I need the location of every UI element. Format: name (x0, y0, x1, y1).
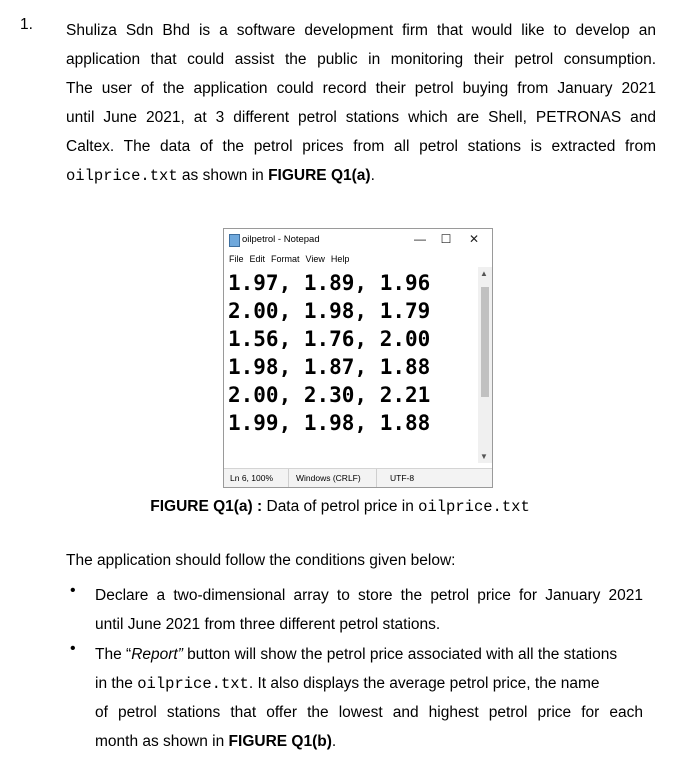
intro-line-3: The user of the application could record their petrol buying from January 2021 (66, 80, 656, 97)
text-line: 1.97, 1.89, 1.96 (228, 271, 431, 295)
notepad-title: oilpetrol - Notepad (242, 234, 320, 245)
intro-line-4: until June 2021, at 3 different petrol stations which are Shell, PETRONAS and (66, 109, 656, 126)
conditions-intro: The application should follow the conditions given below: (66, 552, 456, 569)
filename-code: oilprice.txt (66, 167, 178, 185)
question-number: 1. (20, 16, 33, 33)
intro-paragraph (66, 16, 656, 190)
status-line-ending: Windows (CRLF) (296, 473, 361, 483)
notepad-app-icon (229, 234, 240, 247)
notepad-titlebar (224, 229, 492, 251)
caption-label: FIGURE Q1(a) : (150, 498, 263, 515)
bullet-2-line-3: of petrol stations that offer the lowest and highest petrol price for each (95, 704, 643, 721)
notepad-statusbar (224, 468, 492, 487)
caption-text: Data of petrol price in (262, 498, 419, 515)
bullet-2-line-2-post: . It also displays the average petrol price, the name (248, 675, 600, 692)
notepad-menubar (229, 254, 355, 264)
text-line: 2.00, 2.30, 2.21 (228, 383, 431, 407)
text-line: 1.98, 1.87, 1.88 (228, 355, 431, 379)
bullet-2-line-4 (95, 727, 643, 756)
figure-reference: FIGURE Q1(a) (268, 167, 371, 184)
text-line: 1.56, 1.76, 2.00 (228, 327, 431, 351)
intro-line-5: Caltex. The data of the petrol prices from all petrol stations is extracted from (66, 138, 656, 155)
menu-format[interactable]: Format (271, 254, 300, 264)
caption-filename: oilprice.txt (418, 498, 530, 516)
figure-q1b-reference: FIGURE Q1(b) (228, 733, 332, 750)
menu-edit[interactable]: Edit (249, 254, 266, 264)
bullet-2-line-1-post: button will show the petrol price associated with all the stations (182, 646, 618, 663)
status-position: Ln 6, 100% (230, 473, 274, 483)
report-button-name: Report” (131, 646, 183, 663)
bullet-1-line-2: until June 2021 from three different petrol stations. (95, 616, 441, 633)
intro-line-6 (66, 161, 656, 190)
text-line: 2.00, 1.98, 1.79 (228, 299, 431, 323)
intro-line-6-end: . (370, 167, 375, 184)
bullet-icon: • (70, 640, 76, 657)
scroll-up-icon[interactable]: ▲ (480, 269, 488, 278)
bullet-2-line-1 (95, 640, 643, 669)
bullet-2-line-1-pre: The “ (95, 646, 132, 663)
status-encoding: UTF-8 (390, 473, 415, 483)
scroll-down-icon[interactable]: ▼ (480, 452, 488, 461)
vertical-scrollbar[interactable] (478, 267, 492, 463)
text-line: 1.99, 1.98, 1.88 (228, 411, 431, 435)
status-divider (376, 469, 377, 487)
bullet-2-line-2-pre: in the (95, 675, 138, 692)
notepad-window (223, 228, 493, 488)
status-divider (288, 469, 289, 487)
bullet-1-line-1: Declare a two-dimensional array to store the petrol price for January 2021 (95, 587, 643, 604)
bullet-2-filename: oilprice.txt (137, 675, 249, 693)
intro-line-6-text: as shown in (177, 167, 269, 184)
intro-line-1: Shuliza Sdn Bhd is a software development firm that would like to develop an (66, 22, 656, 39)
figure-caption (0, 498, 680, 516)
bullet-icon: • (70, 582, 76, 599)
scrollbar-thumb[interactable] (481, 287, 489, 397)
menu-help[interactable]: Help (330, 254, 350, 264)
bullet-2-line-4-end: . (331, 733, 337, 750)
minimize-icon[interactable]: — (414, 232, 426, 246)
bullet-2-line-2 (95, 669, 643, 698)
bullet-2-line-4-pre: month as shown in (95, 733, 229, 750)
maximize-icon[interactable]: ☐ (440, 232, 452, 246)
notepad-text-area[interactable] (228, 269, 476, 459)
close-icon[interactable]: ✕ (468, 232, 480, 246)
bullet-2 (95, 640, 643, 756)
bullet-1 (95, 581, 643, 639)
intro-line-2: application that could assist the public in monitoring their petrol consumption. (66, 51, 656, 68)
menu-view[interactable]: View (305, 254, 325, 264)
menu-file[interactable]: File (229, 254, 244, 264)
